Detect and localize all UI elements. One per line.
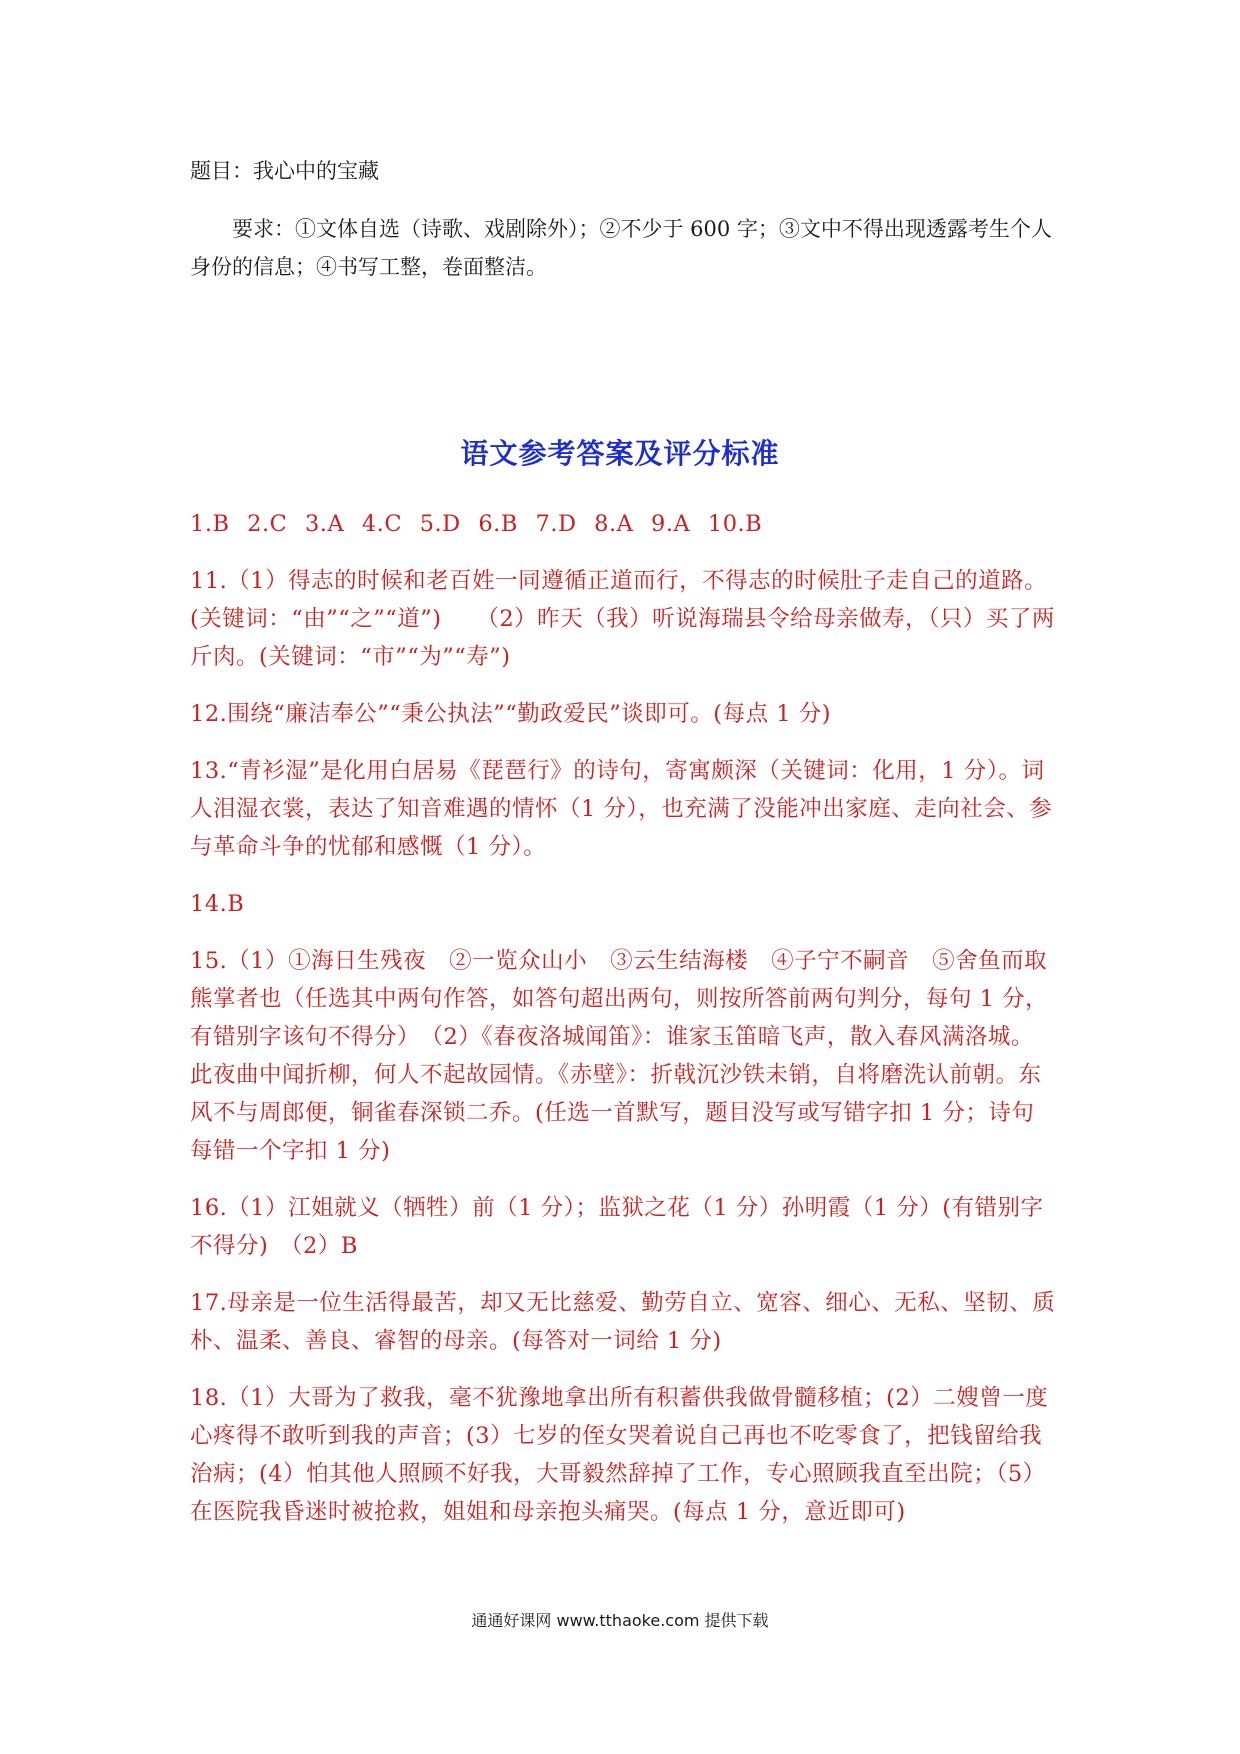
answer-list [190,505,1056,1550]
answer-item-18: 18.（1）大哥为了救我，毫不犹豫地拿出所有积蓄供我做骨髓移植；(2）二嫂曾一度心疼得不敢听到我的声音；(3）七岁的侄女哭着说自己再也不吃零食了，把钱留给我治病；(4）怕其他人照顾不好我，大哥毅然辞掉了工作，专心照顾我直至出院；（5）在医院我昏迷时被抢救，姐姐和母亲抱头痛哭。(每点 1 分，意近即可) [190,1385,1049,1525]
page-footer: 通通好课网 www.tthaoke.com 提供下载 [471,1611,769,1630]
answer-item-16: 16.（1）江姐就义（牺牲）前（1 分）；监狱之花（1 分）孙明霞（1 分）(有错别字不得分) （2）B [190,1195,1044,1259]
answer-item-12: 12.围绕“廉洁奉公”“秉公执法”“勤政爱民”谈即可。(每点 1 分) [190,701,831,727]
essay-topic: 题目：我心中的宝藏 [190,159,379,183]
answer-item-15: 15.（1）①海日生残夜 ②一览众山小 ③云生结海楼 ④子宁不嗣音 ⑤舍鱼而取熊掌者也（任选其中两句作答，如答句超出两句，则按所答前两句判分，每句 1 分，有错别字该句不得分） （2）《春夜洛城闻笛》：谁家玉笛暗飞声，散入春风满洛城。此夜曲中闻折柳，何人不起故园情。《赤壁》：折戟沉沙铁未销，自将磨洗认前朝。东风不与周郎便，铜雀春深锁二乔。(任选一首默写，题目没写或写错字扣 1 分；诗句每错一个字扣 1 分) [190,948,1049,1164]
answer-item-14: 14.B [190,891,245,917]
answer-item-1-10: 1.B 2.C 3.A 4.C 5.D 6.B 7.D 8.A 9.A 10.B [190,511,763,537]
answer-item-17: 17.母亲是一位生活得最苦，却又无比慈爱、勤劳自立、宽容、细心、无私、坚韧、质朴、温柔、善良、睿智的母亲。(每答对一词给 1 分) [190,1290,1056,1354]
answer-item-11: 11.（1）得志的时候和老百姓一同遵循正道而行，不得志的时候肚子走自己的道路。(关键词：“由”“之”“道”) （2）昨天（我）听说海瑞县令给母亲做寿，（只）买了两斤肉。(关键词：“市”“为”“寿”) [190,568,1055,670]
answer-item-13: 13.“青衫湿”是化用白居易《琵琶行》的诗句，寄寓颇深（关键词：化用，1 分）。词人泪湿衣裳，表达了知音难遇的情怀（1 分），也充满了没能冲出家庭、走向社会、参与革命斗争的忧郁和感慨（1 分）。 [190,758,1053,860]
essay-requirements: 要求：①文体自选（诗歌、戏剧除外）；②不少于 600 字；③文中不得出现透露考生个人身份的信息；④书写工整，卷面整洁。 [190,217,1052,279]
answer-key-title: 语文参考答案及评分标准 [460,437,780,470]
